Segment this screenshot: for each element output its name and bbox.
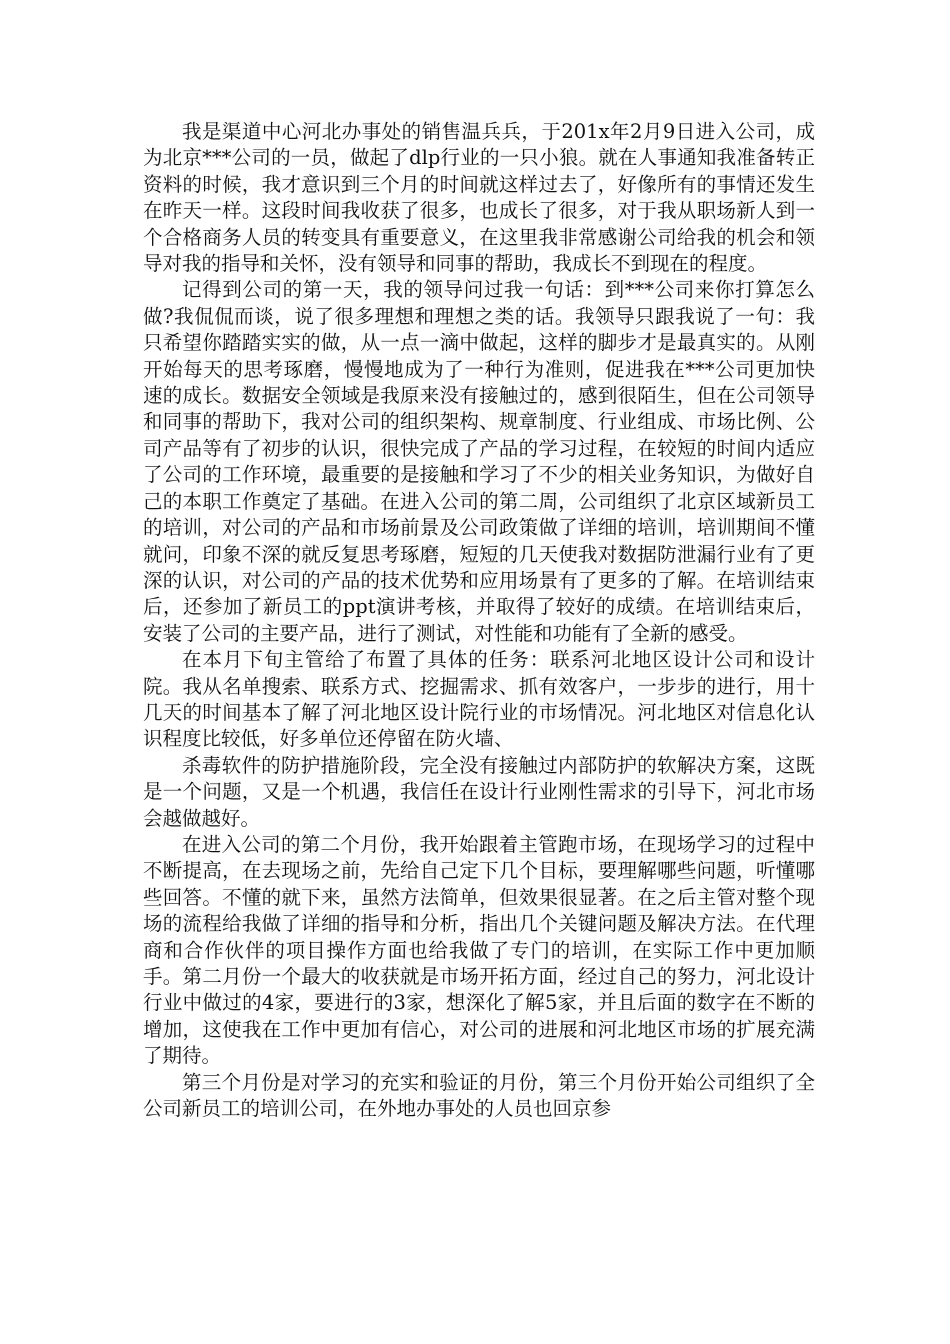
paragraph-hebei-market: 杀毒软件的防护措施阶段，完全没有接触过内部防护的软解决方案，这既是一个问题，又是一个机遇，我信任在设计行业刚性需求的引导下，河北市场会越做越好。 [143,753,815,830]
paragraph-first-day: 记得到公司的第一天，我的领导问过我一句话：到***公司来你打算怎么做?我侃侃而谈，说了很多理想和理想之类的话。我领导只跟我说了一句：我只希望你踏踏实实的做，从一点一滴中做起，这样的脚步才是最真实的。从刚开始每天的思考琢磨，慢慢地成为了一种行为准则，促进我在***公司更加快速的成长。数据安全领域是我原来没有接触过的，感到很陌生，但在公司领导和同事的帮助下，我对公司的组织架构、规章制度、行业组成、市场比例、公司产品等有了初步的认识，很快完成了产品的学习过程，在较短的时间内适应了公司的工作环境，最重要的是接触和学习了不少的相关业务知识，为做好自己的本职工作奠定了基础。在进入公司的第二周，公司组织了北京区域新员工的培训，对公司的产品和市场前景及公司政策做了详细的培训，培训期间不懂就问，印象不深的就反复思考琢磨，短短的几天使我对数据防泄漏行业有了更深的认识，对公司的产品的技术优势和应用场景有了更多的了解。在培训结束后，还参加了新员工的ppt演讲考核，并取得了较好的成绩。在培训结束后，安装了公司的主要产品，进行了测试，对性能和功能有了全新的感受。 [143,278,815,645]
paragraph-intro: 我是渠道中心河北办事处的销售温兵兵，于201x年2月9日进入公司，成为北京***公司的一员，做起了dlp行业的一只小狼。就在人事通知我准备转正资料的时候，我才意识到三个月的时间就这样过去了，好像所有的事情还发生在昨天一样。这段时间我收获了很多，也成长了很多，对于我从职场新人到一个合格商务人员的转变具有重要意义，在这里我非常感谢公司给我的机会和领导对我的指导和关怀，没有领导和同事的帮助，我成长不到现在的程度。 [143,120,815,276]
paragraph-month-one-task: 在本月下旬主管给了布置了具体的任务：联系河北地区设计公司和设计院。我从名单搜索、联系方式、挖掘需求、抓有效客户，一步步的进行，用十几天的时间基本了解了河北地区设计院行业的市场情况。河北地区对信息化认识程度比较低，好多单位还停留在防火墙、 [143,648,815,751]
paragraph-month-three: 第三个月份是对学习的充实和验证的月份，第三个月份开始公司组织了全公司新员工的培训公司，在外地办事处的人员也回京参 [143,1070,815,1121]
document-body [143,119,815,1122]
paragraph-month-two: 在进入公司的第二个月份，我开始跟着主管跑市场，在现场学习的过程中不断提高，在去现场之前，先给自己定下几个目标，要理解哪些问题，听懂哪些回答。不懂的就下来，虽然方法简单，但效果很显著。在之后主管对整个现场的流程给我做了详细的指导和分析，指出几个关键问题及解决方法。在代理商和合作伙伴的项目操作方面也给我做了专门的培训，在实际工作中更加顺手。第二月份一个最大的收获就是市场开拓方面，经过自己的努力，河北设计行业中做过的4家，要进行的3家，想深化了解5家，并且后面的数字在不断的增加，这使我在工作中更加有信心，对公司的进展和河北地区市场的扩展充满了期待。 [143,832,815,1068]
